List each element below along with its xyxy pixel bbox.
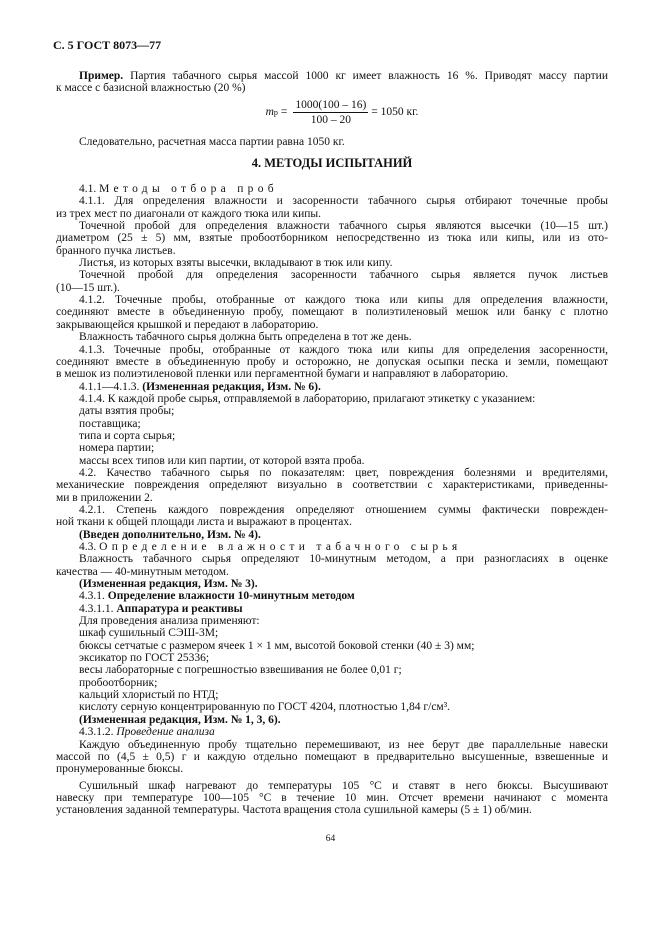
text-line: Точечной пробой для определения засоренности табачного сырья является пучок листьев — [79, 269, 608, 282]
text-line: закрывающейся крышкой и передают в лабораторию. — [56, 318, 319, 331]
formula-result: = 1050 кг. — [371, 106, 419, 119]
paragraph — [56, 541, 608, 553]
text-line: эксикатор по ГОСТ 25336; — [79, 652, 210, 665]
text-line: поставщика; — [79, 417, 141, 430]
paragraph — [56, 689, 608, 701]
text-span: 4.3.1. — [79, 590, 108, 603]
text-span: 4.3.1.2. — [79, 726, 117, 739]
paragraph — [56, 430, 608, 442]
text-line: 4.2. Качество табачного сырья по показателям: цвет, повреждения болезнями и вредителями, — [79, 466, 608, 479]
paragraph — [56, 652, 608, 664]
formula-fraction — [293, 99, 368, 126]
paragraph — [56, 714, 608, 726]
text-line: Точечной пробой для определения влажности табачного сырья являются высечки (10—15 шт.) — [79, 220, 608, 233]
text-line: весы лабораторные с погрешностью взвешивания не более 0,01 г; — [79, 664, 402, 677]
paragraph — [56, 726, 608, 738]
text-line: массой по (4,5 ± 0,5) г и каждую отдельно помещают в предварительно высушенные, взвешенные и — [56, 750, 608, 763]
section-heading: 4. МЕТОДЫ ИСПЫТАНИЙ — [251, 156, 413, 171]
paragraph — [56, 257, 608, 269]
formula-numerator: 1000(100 – 16) — [295, 98, 367, 111]
paragraph — [56, 615, 608, 627]
text-line: типа и сорта сырья; — [79, 429, 176, 442]
text-line: бюксы сетчатые с размером ячеек 1 × 1 мм, высотой боковой стенки (40 ± 3) мм; — [79, 639, 475, 652]
text-line — [56, 603, 608, 615]
text-line: в мешок из полиэтиленовой пленки или пергаментной бумаги и направляют в лабораторию. — [56, 368, 509, 381]
text-line: бранного пучка листьев. — [56, 244, 176, 257]
text-span: 4.3. — [79, 541, 100, 553]
text-line: (10—15 шт.). — [56, 281, 120, 294]
paragraph — [56, 664, 608, 676]
bold-text: (Измененная редакция, Изм. № 1, 3, 6). — [79, 713, 281, 726]
paragraph — [56, 467, 608, 504]
italic-text: Проведение анализа — [116, 726, 215, 739]
paragraph — [56, 418, 608, 430]
text-line: 4.1.3. Точечные пробы, отобранные от каждого тюка или кипы для определения засоренности, — [79, 343, 608, 356]
text-line: диаметром (25 ± 5) мм, взятые пробоотборником непосредственно из тюка или кипы, или из ото- — [56, 232, 608, 245]
text-line: качества — 40-минутным методом. — [56, 565, 229, 578]
paragraph — [56, 220, 608, 257]
bold-text: Определение влажности 10-минутным методом — [107, 590, 355, 603]
paragraph — [56, 603, 608, 615]
paragraph — [56, 504, 608, 529]
text-line: соединяют вместе в объединенную пробу и осторожно, не допуская осыпки песка и земли, помещают — [56, 355, 608, 368]
paragraph — [56, 405, 608, 417]
text-line: Следовательно, расчетная масса партии равна 1050 кг. — [79, 135, 345, 148]
paragraph — [56, 677, 608, 689]
bold-text: Аппаратура и реактивы — [116, 602, 243, 615]
text-line: навеску при температуре 100—105 °С в течение 10 мин. Отсчет времени начинают с момента — [56, 791, 608, 804]
formula-subscript: р — [273, 107, 278, 117]
spaced-subheading: Методы отбора проб — [99, 183, 278, 196]
text-span: Партия табачного сырья массой 1000 кг имеет влажность 16 %. Приводят массу партии — [123, 70, 608, 82]
text-line — [56, 590, 608, 602]
paragraph — [56, 393, 608, 405]
bold-text: (Введен дополнительно, Изм. № 4). — [79, 528, 261, 541]
document-body — [56, 70, 608, 817]
text-line: кальций хлористый по НТД; — [79, 689, 219, 702]
paragraph — [56, 529, 608, 541]
text-line: 4.2.1. Степень каждого повреждения определяют отношением суммы фактически поврежден- — [79, 503, 608, 516]
formula-equals: = — [280, 106, 288, 119]
text-line — [56, 578, 608, 590]
text-line: ной ткани к общей площади листа и выражают в процентах. — [56, 516, 353, 529]
text-line: Влажность табачного сырья должна быть определена в тот же день. — [79, 331, 412, 344]
paragraph — [56, 627, 608, 639]
text-line: пробоотборник; — [79, 676, 158, 689]
formula-denominator: 100 – 20 — [310, 113, 351, 126]
text-line — [56, 541, 608, 553]
paragraph — [56, 739, 608, 776]
text-line — [56, 183, 608, 195]
bold-text: Пример. — [79, 70, 124, 82]
formula-lhs: m — [265, 106, 274, 119]
paragraph — [56, 136, 608, 148]
bold-text: (Измененная редакция, Изм. № 3). — [79, 578, 258, 591]
text-line — [56, 726, 608, 738]
text-line — [56, 70, 608, 82]
paragraph — [56, 195, 608, 220]
text-line: массы всех типов или кип партии, от которой взята проба. — [79, 454, 365, 467]
text-span: 4.1. — [79, 183, 100, 196]
paragraph — [56, 331, 608, 343]
paragraph — [56, 590, 608, 602]
text-line: к массе с базисной влажностью (20 %) — [56, 82, 246, 95]
paragraph — [56, 294, 608, 331]
bold-text: (Измененная редакция, Изм. № 6). — [142, 380, 321, 393]
text-line: кислоту серную концентрированную по ГОСТ 4204, плотностью 1,84 г/см³. — [79, 701, 451, 714]
paragraph — [56, 455, 608, 467]
paragraph — [56, 640, 608, 652]
text-line: номера партии; — [79, 442, 155, 455]
paragraph — [56, 70, 608, 95]
text-line: соединяют вместе в объединенную пробу, помещают в полиэтиленовый мешок или банку с плотно — [56, 306, 608, 319]
paragraph — [56, 780, 608, 817]
page-number: 64 — [325, 834, 336, 844]
text-line — [56, 381, 608, 393]
paragraph — [56, 344, 608, 381]
text-line: установления заданной температуры. Частота вращения стола сушильной камеры (5 ± 1) об/мин. — [56, 804, 532, 817]
paragraph — [56, 442, 608, 454]
text-line: пронумерованные бюксы. — [56, 763, 184, 776]
text-span: 4.3.1.1. — [79, 602, 117, 615]
text-line: даты взятия пробы; — [79, 405, 175, 418]
formula — [56, 99, 608, 126]
text-line — [56, 714, 608, 726]
paragraph — [56, 578, 608, 590]
text-line: ми в приложении 2. — [56, 491, 153, 504]
paragraph — [56, 381, 608, 393]
paragraph — [56, 553, 608, 578]
text-line: Для проведения анализа применяют: — [79, 615, 260, 628]
text-line: 4.1.1. Для определения влажности и засоренности табачного сырья отбирают точечные пробы — [79, 195, 608, 208]
spaced-subheading: Определение влажности табачного сырья — [99, 541, 462, 553]
text-line: шкаф сушильный СЭШ-3М; — [79, 627, 219, 640]
text-line: механические повреждения определяют визуально в соответствии с характеристиками, приведенны- — [56, 479, 608, 492]
text-line: Листья, из которых взяты высечки, вкладывают в тюк или кипу. — [79, 257, 393, 270]
paragraph — [56, 269, 608, 294]
paragraph — [56, 183, 608, 195]
text-span: 4.1.1—4.1.3. — [79, 380, 143, 393]
text-line: из трех мест по диагонали от каждого тюка или кипы. — [56, 207, 321, 220]
text-line: Каждую объединенную пробу тщательно перемешивают, из нее берут две параллельные навески — [79, 738, 608, 751]
text-line — [56, 529, 608, 541]
text-line: 4.1.4. К каждой пробе сырья, отправляемой в лабораторию, прилагают этикетку с указанием: — [79, 392, 536, 405]
text-line: Сушильный шкаф нагревают до температуры 105 °С и ставят в него бюксы. Высушивают — [79, 779, 608, 792]
text-line: Влажность табачного сырья определяют 10-минутным методом, а при разногласиях в оценке — [79, 553, 608, 566]
text-line: 4.1.2. Точечные пробы, отобранные от каждого тюка или кипы для определения влажности, — [79, 294, 608, 307]
paragraph — [56, 701, 608, 713]
page-header: С. 5 ГОСТ 8073—77 — [53, 38, 162, 52]
